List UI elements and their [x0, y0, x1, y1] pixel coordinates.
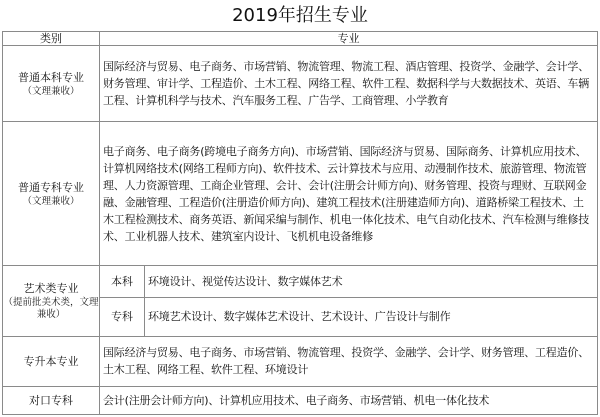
header-major: 专业 [100, 32, 598, 46]
category-note: （文理兼收） [22, 86, 80, 98]
category-note: （文理兼收） [22, 196, 80, 208]
table-row [3, 122, 598, 266]
category-cell [3, 386, 100, 414]
category-cell [3, 266, 100, 336]
category-name: 对口专科 [29, 393, 73, 407]
table-row [3, 386, 598, 414]
header-category: 类别 [3, 32, 100, 46]
majors-list: 环境设计、视觉传达设计、数字媒体艺术 [145, 266, 598, 298]
majors-list: 环境艺术设计、数字媒体艺术设计、艺术设计、广告设计与制作 [145, 298, 598, 336]
majors-list: 国际经济与贸易、电子商务、市场营销、物流管理、投资学、金融学、会计学、财务管理、工程造价、土木工程、网络工程、软件工程、环境设计 [100, 336, 598, 386]
table-row [3, 266, 598, 298]
category-name: 专升本专业 [23, 354, 79, 368]
category-name: 普通专科专业 [18, 181, 84, 195]
majors-table [2, 31, 598, 415]
majors-list: 会计(注册会计师方向)、计算机应用技术、电子商务、市场营销、机电一体化技术 [100, 386, 598, 414]
subcategory-label: 专科 [100, 298, 145, 336]
table-row [3, 336, 598, 386]
table-header-row [3, 32, 598, 46]
category-cell [3, 122, 100, 266]
majors-list: 电子商务、电子商务(跨境电子商务方向)、市场营销、国际经济与贸易、国际商务、计算机应用技术、计算机网络技术(网络工程师方向)、软件技术、云计算技术与应用、动漫制作技术、旅游管理、物流管理、人力资源管理、工商企业管理、会计、会计(注册会计师方向)、财务管理、投资与理财、互联网金融、金融管理、工程造价(注册造价师方向)、建筑工程技术(注册建造师方向)、道路桥梁工程技术、土木工程检测技术、商务英语、新闻采编与制作、机电一体化技术、电气自动化技术、汽车检测与维修技术、工业机器人技术、建筑室内设计、飞机机电设备维修 [100, 122, 598, 266]
majors-list: 国际经济与贸易、电子商务、市场营销、物流管理、物流工程、酒店管理、投资学、金融学、会计学、财务管理、审计学、工程造价、土木工程、网络工程、软件工程、数据科学与大数据技术、英语、车辆工程、计算机科学与技术、汽车服务工程、广告学、工商管理、小学教育 [100, 46, 598, 122]
page-title: 2019年招生专业 [232, 5, 368, 26]
subcategory-label: 本科 [100, 266, 145, 298]
category-name: 艺术类专业 [23, 282, 79, 296]
table-row [3, 46, 598, 122]
category-cell [3, 46, 100, 122]
category-cell [3, 336, 100, 386]
category-note: （提前批美术类，文理兼收） [3, 297, 99, 321]
category-name: 普通本科专业 [18, 71, 84, 85]
